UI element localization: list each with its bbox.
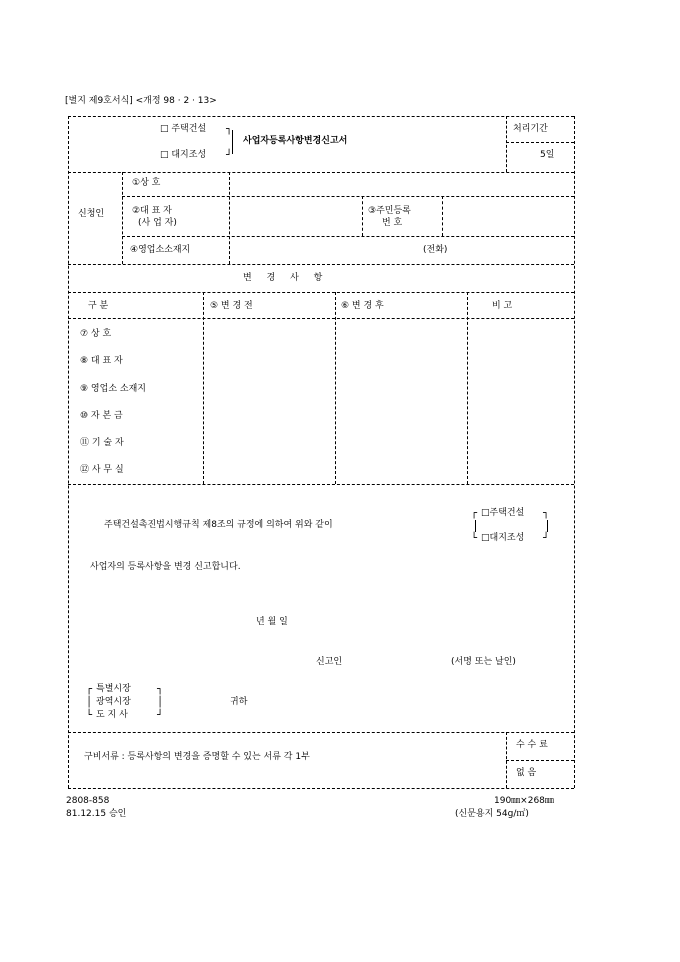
reporter-label: 신고인 xyxy=(316,657,343,667)
col-category: 구 분 xyxy=(88,301,109,311)
form-number: [별지 제9호서식] <개정 98 · 2 · 13> xyxy=(65,96,217,106)
col-after: ⑥ 변 경 후 xyxy=(341,301,384,311)
row-representative: ⑧ 대 표 자 xyxy=(80,356,123,366)
phone-label: (전화) xyxy=(423,245,448,255)
processing-period-label: 처리기간 xyxy=(513,124,548,134)
form-code: 2808-858 xyxy=(66,796,110,806)
recipient-city-mayor: 광역시장 xyxy=(96,697,131,707)
office-address-label: ④영업소소재지 xyxy=(130,245,191,255)
declaration-line-2: 사업자의 등록사항을 변경 신고합니다. xyxy=(90,562,241,572)
resident-no-label-2: 번 호 xyxy=(382,218,403,228)
representative-label: ②대 표 자 xyxy=(132,206,172,216)
paper-type: (신문용지 54g/㎡) xyxy=(455,809,529,819)
row-technician: ⑪ 기 술 자 xyxy=(80,438,124,448)
honorific: 귀하 xyxy=(230,697,248,707)
recipient-metro-mayor: 특별시장 xyxy=(96,684,131,694)
fee-value: 없 음 xyxy=(516,768,537,778)
processing-period-value: 5일 xyxy=(540,150,555,160)
date-field[interactable]: 년 월 일 xyxy=(256,617,288,627)
row-trade-name: ⑦ 상 호 xyxy=(80,329,112,339)
changes-title: 변 경 사 항 xyxy=(243,273,329,283)
fee-label: 수 수 료 xyxy=(516,740,548,750)
option-land-checkbox[interactable]: □ 대지조성 xyxy=(160,150,207,160)
applicant-label: 신청인 xyxy=(78,209,105,219)
bracket-left: ┐ xyxy=(226,124,233,135)
business-operator-label: (사 업 자) xyxy=(138,218,177,228)
recipient-governor: 도 지 사 xyxy=(96,710,128,720)
row-office: ⑫ 사 무 실 xyxy=(80,465,124,475)
option-housing-checkbox[interactable]: □ 주택건설 xyxy=(160,124,207,134)
declaration-line-1: 주택건설촉진법시행규칙 제8조의 규정에 의하여 위와 같이 xyxy=(104,520,333,530)
signature-label: (서명 또는 날인) xyxy=(451,657,516,667)
decl-option-land[interactable]: □대지조성 xyxy=(481,533,525,543)
row-capital: ⑩ 자 본 금 xyxy=(80,411,123,421)
resident-no-label: ③주민등록 xyxy=(368,206,411,216)
form-title: 사업자등록사항변경신고서 xyxy=(243,136,348,146)
approval-date: 81.12.15 승인 xyxy=(66,809,127,819)
decl-option-housing[interactable]: □주택건설 xyxy=(481,508,525,518)
paper-size: 190㎜×268㎜ xyxy=(494,796,554,806)
col-remarks: 비 고 xyxy=(492,301,513,311)
attachments: 구비서류 : 등록사항의 변경을 증명할 수 있는 서류 각 1부 xyxy=(84,752,310,762)
col-before: ⑤ 변 경 전 xyxy=(210,301,253,311)
row-office-address: ⑨ 영업소 소재지 xyxy=(80,384,146,394)
trade-name-label: ①상 호 xyxy=(132,178,161,188)
